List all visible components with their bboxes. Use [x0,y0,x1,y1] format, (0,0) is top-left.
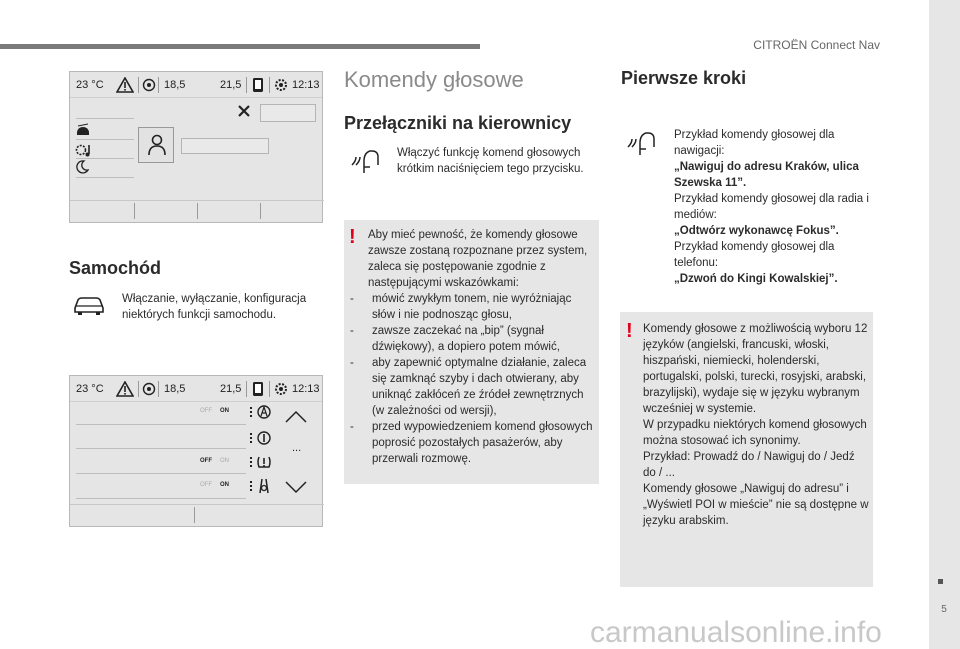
night-mode-icon[interactable] [75,160,89,174]
toggle-on-label: ON [220,482,229,488]
list-item [348,355,594,419]
phone-icon [251,77,265,93]
synonyms-example: Przykład: Prowadź do / Nawiguj do / Jedź do / ... [643,451,855,479]
divider [158,77,159,93]
divider [158,381,159,397]
right-temp-setting: 21,5 [220,79,242,91]
lane-assist-icon [256,478,272,494]
voice-commands-title: Komendy głosowe [344,67,524,92]
list-item [348,291,594,323]
fan-icon [142,382,156,396]
divider [76,177,134,178]
left-temp-setting: 18,5 [164,79,186,91]
phone-icon [251,381,265,397]
brand-header: CITROËN Connect Nav [753,38,880,52]
toggle-on-label: ON [220,408,229,414]
toggle-row-4[interactable] [198,480,238,492]
list-dash: - [350,421,354,433]
list-item-text: aby zapewnić optymalne działanie, zaleca się zamknąć szyby i dach otwierany, aby uniknąć zakłóceń ze źródeł zewnętrznych (w zależności od wersji), [372,357,587,417]
screen-mockup-toggles [69,375,323,527]
outside-temperature: 23 °C [76,383,104,395]
scroll-up-icon[interactable] [284,410,308,424]
first-steps-title: Pierwsze kroki [621,68,747,88]
examples-text [674,127,874,287]
audio-settings-icon[interactable] [75,142,93,158]
voice-intro-text: Włączyć funkcję komend głosowych krótkim naciśnięciem tego przycisku. [397,147,584,175]
page-number: 5 [941,604,947,615]
divider [260,203,261,219]
samochod-title: Samochód [69,258,162,278]
status-bar [70,376,322,402]
field-box[interactable] [260,104,316,122]
row-menu-dots[interactable] [250,481,252,491]
list-item-text: zawsze zaczekać na „bip” (sygnał dźwiękowy), a dopiero potem mówić, [372,325,560,353]
divider [197,203,198,219]
status-bar [70,72,322,98]
list-item [348,323,594,355]
bottom-bar-line [70,200,324,201]
end-marker [938,579,943,584]
example-radio-command: „Odtwórz wykonawcę Fokus”. [674,225,839,237]
profile-button[interactable] [138,127,174,163]
steering-switches-title: Przełączniki na kierownicy [344,113,572,133]
left-temp-setting: 18,5 [164,383,186,395]
voice-tips-lead: Aby mieć pewność, że komendy głosowe zawsze zostaną rozpoznane przez system, zaleca się postępowanie zgodnie z następującymi wskazówkami: [368,229,588,289]
side-margin-strip [929,0,960,649]
example-nav-label: Przykład komendy głosowej dla nawigacji: [674,129,835,157]
screen-mockup-settings [69,71,323,223]
car-icon [72,294,106,316]
synonyms-paragraph: W przypadku niektórych komend głosowych można stosować ich synonimy. [643,419,867,447]
divider [269,77,270,93]
outside-temperature: 23 °C [76,79,104,91]
voice-command-icon [626,129,658,157]
list-dash: - [350,293,354,305]
clock: 12:13 [292,383,320,395]
toggle-row-3[interactable] [198,456,238,468]
bottom-bar-line [70,504,324,505]
settings-icon [273,77,289,93]
divider [76,158,134,159]
warning-icon [116,381,134,397]
tyre-warning-icon [256,454,272,470]
samochod-text: Włączanie, wyłączanie, konfiguracja niektórych funkcji samochodu. [122,293,307,321]
arabic-note: Komendy głosowe „Nawiguj do adresu” i „Wyświetl POI w mieście” nie są dostępne w języku arabskim. [643,483,869,527]
scroll-down-icon[interactable] [284,480,308,494]
divider [138,381,139,397]
divider [194,507,195,523]
toggle-off-label: OFF [200,482,212,488]
list-dash: - [350,357,354,369]
row-menu-dots[interactable] [250,457,252,467]
user-icon [147,134,167,156]
divider [76,424,246,425]
right-temp-setting: 21,5 [220,383,242,395]
header-rule [0,44,480,49]
fan-icon [142,78,156,92]
info-icon [257,430,271,446]
watermark: carmanualsonline.info [590,616,882,649]
divider [76,118,134,119]
warning-exclamation-icon: ! [349,226,356,248]
clock: 12:13 [292,79,320,91]
divider [246,77,247,93]
example-phone-command: „Dzwoń do Kingi Kowalskiej”. [674,273,838,285]
divider [269,381,270,397]
warning-icon [116,77,134,93]
toggle-on-label: ON [220,458,229,464]
toggle-row-1[interactable] [198,406,238,418]
voice-command-icon [350,147,382,175]
divider [76,498,246,499]
languages-paragraph: Komendy głosowe z możliwością wyboru 12 języków (angielski, francuski, włoski, hiszpański, niemiecki, holenderski, portugalski, polski, turecki, rosyjski, arabski, brazylijski), wydaje się w języku wybranym wcześniej w systemie. [643,323,868,415]
warning-exclamation-icon: ! [626,320,633,342]
car-settings-icon[interactable] [75,122,91,138]
example-nav-command: „Nawiguj do adresu Kraków, ulica Szewska 11”. [674,161,859,189]
divider [76,448,246,449]
voice-tips-text [350,227,594,467]
list-item [348,419,594,467]
example-radio-label: Przykład komendy głosowej dla radia i mediów: [674,193,869,221]
divider [246,381,247,397]
list-item-text: mówić zwykłym tonem, nie wyróżniając słów i nie podnosząc głosu, [372,293,572,321]
toggle-off-label: OFF [200,408,212,414]
list-item-text: przed wypowiedzeniem komend głosowych poprosić pozostałych pasażerów, aby przerwali rozmowę. [372,421,593,465]
divider [76,139,134,140]
example-phone-label: Przykład komendy głosowej dla telefonu: [674,241,835,269]
settings-icon [273,381,289,397]
adaptive-cruise-icon [257,404,271,420]
field-box[interactable] [181,138,269,154]
divider [134,203,135,219]
row-menu-dots[interactable] [250,407,252,417]
languages-text [643,321,869,529]
close-icon[interactable] [238,105,250,117]
row-menu-dots[interactable] [250,433,252,443]
page-indicator: ... [292,442,302,454]
list-dash: - [350,325,354,337]
toggle-off-label: OFF [200,458,212,464]
divider [138,77,139,93]
divider [76,473,246,474]
